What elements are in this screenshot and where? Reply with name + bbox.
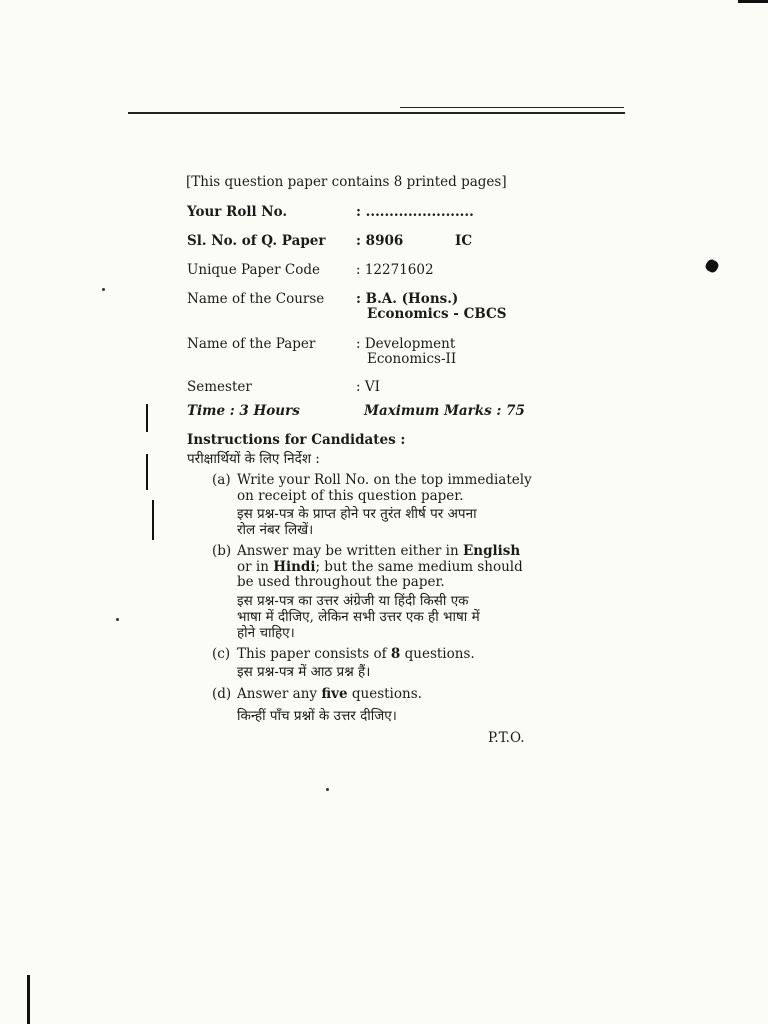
instruction-b-hindi-3: होने चाहिए। [237, 625, 295, 641]
instruction-d-hindi: किन्हीं पाँच प्रश्नों के उत्तर दीजिए। [237, 708, 397, 724]
instruction-b-line1: Answer may be written either in English [237, 543, 521, 559]
speck [326, 788, 329, 791]
instruction-d-marker: (d) [212, 686, 232, 702]
roll-value: : ....................... [356, 204, 474, 220]
instruction-a-line1: Write your Roll No. on the top immediately [237, 472, 532, 488]
margin-mark-1 [146, 404, 148, 432]
time-label: Time : 3 Hours [187, 403, 300, 419]
semester-label: Semester [187, 379, 252, 395]
instruction-c-hindi: इस प्रश्न-पत्र में आठ प्रश्न हैं। [237, 664, 371, 680]
course-value-line1: : B.A. (Hons.) [356, 291, 459, 307]
instruction-b-hindi-1: इस प्रश्न-पत्र का उत्तर अंग्रेजी या हिंदी किसी एक [237, 593, 469, 609]
corner-mark [738, 0, 768, 3]
instructions-heading-hindi: परीक्षार्थियों के लिए निर्देश : [187, 451, 320, 467]
pto-label: P.T.O. [488, 730, 525, 746]
semester-value: : VI [356, 379, 380, 395]
course-value-line2: Economics - CBCS [367, 306, 507, 322]
instruction-a-hindi-2: रोल नंबर लिखें। [237, 522, 314, 538]
code-value: : 12271602 [356, 262, 434, 278]
instruction-b-line3: be used throughout the paper. [237, 574, 445, 590]
instruction-b-line2: or in Hindi; but the same medium should [237, 559, 523, 575]
instruction-a-marker: (a) [212, 472, 231, 488]
instruction-a-line2: on receipt of this question paper. [237, 488, 464, 504]
ink-blot [704, 258, 720, 274]
serial-value: : 8906 [356, 233, 404, 249]
instruction-c-marker: (c) [212, 646, 231, 662]
serial-label: Sl. No. of Q. Paper [187, 233, 326, 249]
instructions-heading: Instructions for Candidates : [187, 432, 406, 448]
margin-mark-3 [152, 500, 154, 540]
paper-label: Name of the Paper [187, 336, 316, 352]
margin-mark-bottom [27, 975, 30, 1024]
max-marks-label: Maximum Marks : 75 [364, 403, 525, 419]
top-rule [128, 112, 625, 114]
page-count-note: [This question paper contains 8 printed pages] [186, 174, 507, 190]
instruction-b-marker: (b) [212, 543, 232, 559]
speck [102, 288, 105, 291]
course-label: Name of the Course [187, 291, 325, 307]
instruction-a-hindi-1: इस प्रश्न-पत्र के प्राप्त होने पर तुरंत शीर्ष पर अपना [237, 506, 477, 522]
paper-value-line1: : Development [356, 336, 456, 352]
code-label: Unique Paper Code [187, 262, 320, 278]
instruction-b-hindi-2: भाषा में दीजिए, लेकिन सभी उत्तर एक ही भाषा में [237, 609, 480, 625]
instruction-c-line: This paper consists of 8 questions. [237, 646, 475, 662]
roll-label: Your Roll No. [187, 204, 288, 220]
top-rule-secondary [400, 107, 624, 108]
paper-value-line2: Economics-II [367, 351, 457, 367]
margin-mark-2 [146, 454, 148, 490]
instruction-d-line: Answer any five questions. [237, 686, 422, 702]
speck [116, 618, 119, 621]
serial-code: IC [455, 233, 473, 249]
